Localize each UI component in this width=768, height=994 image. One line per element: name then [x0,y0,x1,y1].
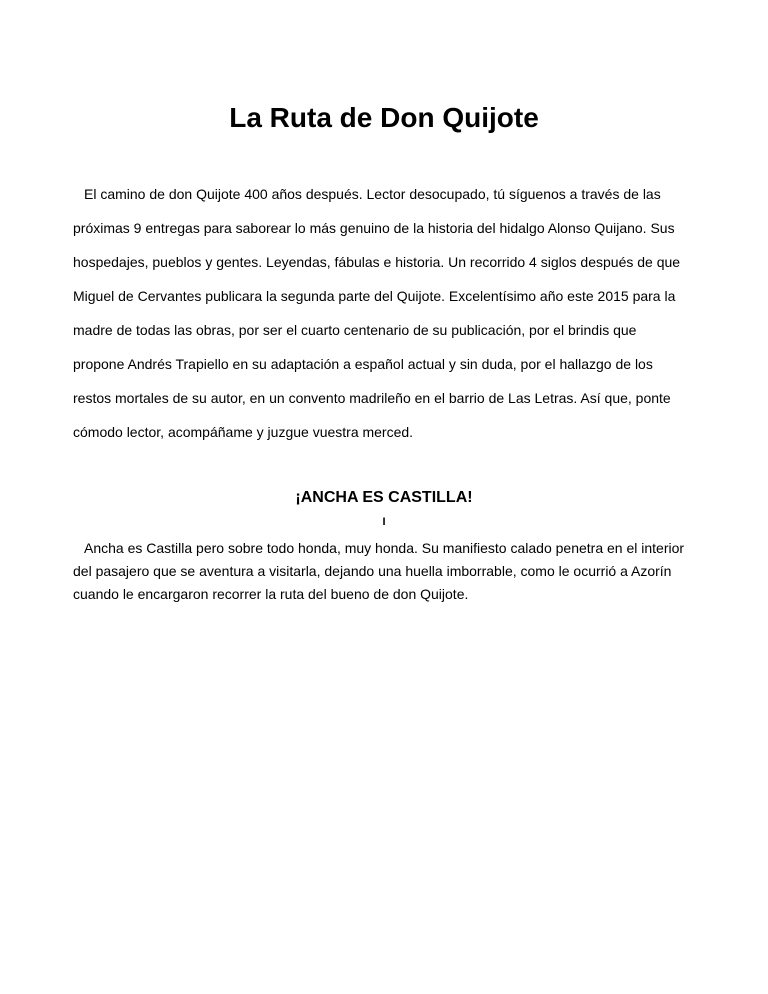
intro-line: El camino de don Quijote 400 años después. Lector desocupado, tú síguenos a través de las [84,186,661,202]
intro-line: Miguel de Cervantes publicara la segunda parte del Quijote. Excelentísimo año este 2015 para la [73,288,676,304]
intro-line: próximas 9 entregas para saborear lo más genuino de la historia del hidalgo Alonso Quijano. Sus [73,220,675,236]
section-number: I [382,516,386,528]
intro-line: propone Andrés Trapiello en su adaptación a español actual y sin duda, por el hallazgo de los [73,356,653,372]
section-line: cuando le encargaron recorrer la ruta del bueno de don Quijote. [73,586,469,602]
intro-paragraph [73,177,705,449]
section-paragraph [73,537,705,606]
section-heading: ¡ANCHA ES CASTILLA! [295,489,473,506]
section-line: del pasajero que se aventura a visitarla, dejando una huella imborrable, como le ocurrió a Azorín [73,563,672,579]
intro-line: hospedajes, pueblos y gentes. Leyendas, fábulas e historia. Un recorrido 4 siglos después de que [73,254,681,270]
intro-line: madre de todas las obras, por ser el cuarto centenario de su publicación, por el brindis que [73,322,637,338]
intro-line: restos mortales de su autor, en un convento madrileño en el barrio de Las Letras. Así que, ponte [73,390,671,406]
section-line: Ancha es Castilla pero sobre todo honda, muy honda. Su manifiesto calado penetra en el interior [84,540,685,556]
intro-line: cómodo lector, acompáñame y juzgue vuestra merced. [73,424,414,440]
page-title: La Ruta de Don Quijote [229,102,539,133]
